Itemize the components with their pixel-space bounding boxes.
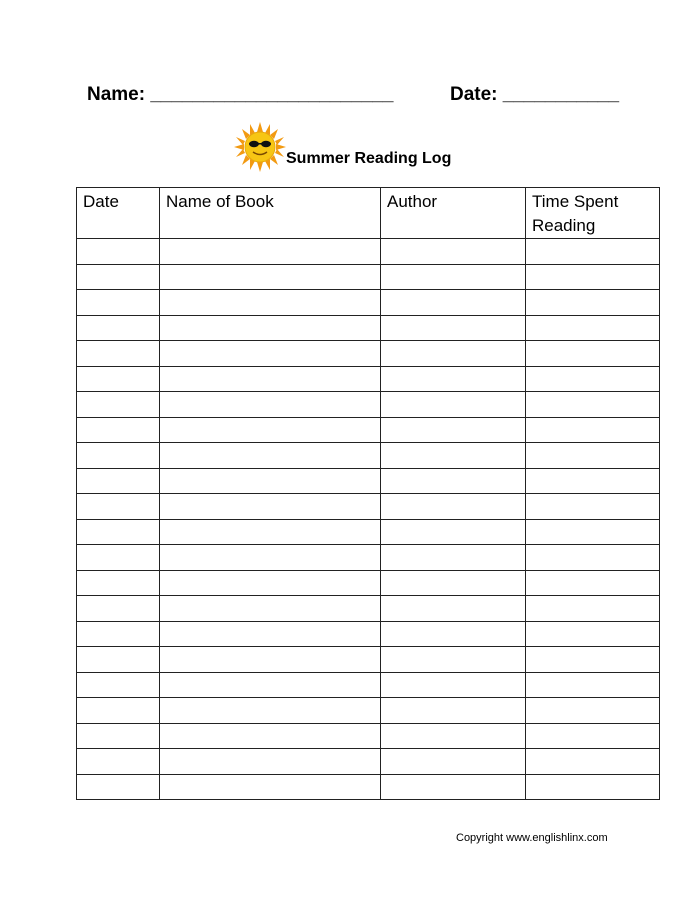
cell-time[interactable] [526,239,660,265]
cell-time[interactable] [526,494,660,520]
cell-date[interactable] [77,672,160,698]
cell-time[interactable] [526,596,660,622]
cell-author[interactable] [381,545,526,571]
cell-author[interactable] [381,315,526,341]
cell-book[interactable] [160,366,381,392]
cell-book[interactable] [160,596,381,622]
table-body [77,239,660,800]
cell-time[interactable] [526,341,660,367]
cell-author[interactable] [381,698,526,724]
cell-time[interactable] [526,749,660,775]
cell-author[interactable] [381,239,526,265]
cell-time[interactable] [526,698,660,724]
cell-date[interactable] [77,774,160,800]
table-row [77,366,660,392]
table-row [77,749,660,775]
cell-book[interactable] [160,417,381,443]
column-header-time: Time Spent Reading [526,188,660,239]
cell-time[interactable] [526,723,660,749]
table-header-row [77,188,660,239]
column-header-date: Date [77,188,160,239]
cell-book[interactable] [160,698,381,724]
cell-time[interactable] [526,621,660,647]
cell-date[interactable] [77,698,160,724]
table-row [77,621,660,647]
table-row [77,698,660,724]
cell-date[interactable] [77,545,160,571]
table-row [77,494,660,520]
cell-author[interactable] [381,417,526,443]
cell-author[interactable] [381,341,526,367]
cell-author[interactable] [381,290,526,316]
cell-author[interactable] [381,723,526,749]
cell-book[interactable] [160,315,381,341]
cell-date[interactable] [77,749,160,775]
cell-book[interactable] [160,494,381,520]
cell-time[interactable] [526,519,660,545]
reading-log-table [76,187,660,800]
cell-author[interactable] [381,468,526,494]
table-row [77,392,660,418]
cell-time[interactable] [526,315,660,341]
cell-time[interactable] [526,392,660,418]
cell-date[interactable] [77,570,160,596]
cell-date[interactable] [77,596,160,622]
cell-time[interactable] [526,290,660,316]
cell-time[interactable] [526,570,660,596]
cell-date[interactable] [77,392,160,418]
table-row [77,417,660,443]
cell-time[interactable] [526,468,660,494]
cell-book[interactable] [160,621,381,647]
cell-date[interactable] [77,468,160,494]
cell-date[interactable] [77,341,160,367]
cell-author[interactable] [381,392,526,418]
column-header-book: Name of Book [160,188,381,239]
cell-author[interactable] [381,749,526,775]
name-field-label: Name: _______________________ [87,84,394,105]
cell-time[interactable] [526,774,660,800]
table-row [77,545,660,571]
cell-date[interactable] [77,315,160,341]
cell-time[interactable] [526,264,660,290]
table-row [77,443,660,469]
cell-book[interactable] [160,264,381,290]
cell-time[interactable] [526,443,660,469]
table-row [77,723,660,749]
cell-author[interactable] [381,570,526,596]
cell-author[interactable] [381,774,526,800]
cell-author[interactable] [381,443,526,469]
cell-date[interactable] [77,621,160,647]
table-row [77,341,660,367]
cell-author[interactable] [381,264,526,290]
cell-author[interactable] [381,366,526,392]
table-row [77,596,660,622]
cell-date[interactable] [77,647,160,673]
cell-book[interactable] [160,392,381,418]
cell-book[interactable] [160,468,381,494]
cell-author[interactable] [381,647,526,673]
cell-author[interactable] [381,621,526,647]
cell-book[interactable] [160,341,381,367]
cell-author[interactable] [381,494,526,520]
cell-author[interactable] [381,672,526,698]
table-row [77,290,660,316]
title-block [234,122,494,174]
cell-author[interactable] [381,519,526,545]
table-row [77,672,660,698]
table-row [77,239,660,265]
table-row [77,264,660,290]
table-row [77,774,660,800]
table-row [77,468,660,494]
cell-time[interactable] [526,417,660,443]
cell-date[interactable] [77,264,160,290]
cell-date[interactable] [77,290,160,316]
cell-book[interactable] [160,239,381,265]
column-header-author: Author [381,188,526,239]
sun-with-sunglasses-icon [234,122,286,172]
cell-date[interactable] [77,417,160,443]
cell-book[interactable] [160,723,381,749]
page-title: Summer Reading Log [286,150,452,167]
cell-book[interactable] [160,672,381,698]
cell-book[interactable] [160,647,381,673]
cell-book[interactable] [160,443,381,469]
cell-date[interactable] [77,443,160,469]
table-row [77,647,660,673]
table-row [77,519,660,545]
cell-book[interactable] [160,774,381,800]
cell-date[interactable] [77,239,160,265]
date-field-label: Date: ___________ [450,84,620,105]
cell-date[interactable] [77,723,160,749]
cell-date[interactable] [77,366,160,392]
cell-time[interactable] [526,672,660,698]
cell-book[interactable] [160,290,381,316]
table-row [77,570,660,596]
cell-book[interactable] [160,570,381,596]
table-row [77,315,660,341]
cell-book[interactable] [160,749,381,775]
cell-time[interactable] [526,647,660,673]
cell-date[interactable] [77,494,160,520]
cell-book[interactable] [160,545,381,571]
cell-author[interactable] [381,596,526,622]
cell-date[interactable] [77,519,160,545]
cell-time[interactable] [526,366,660,392]
copyright-notice: Copyright www.englishlinx.com [456,832,608,844]
cell-book[interactable] [160,519,381,545]
cell-time[interactable] [526,545,660,571]
